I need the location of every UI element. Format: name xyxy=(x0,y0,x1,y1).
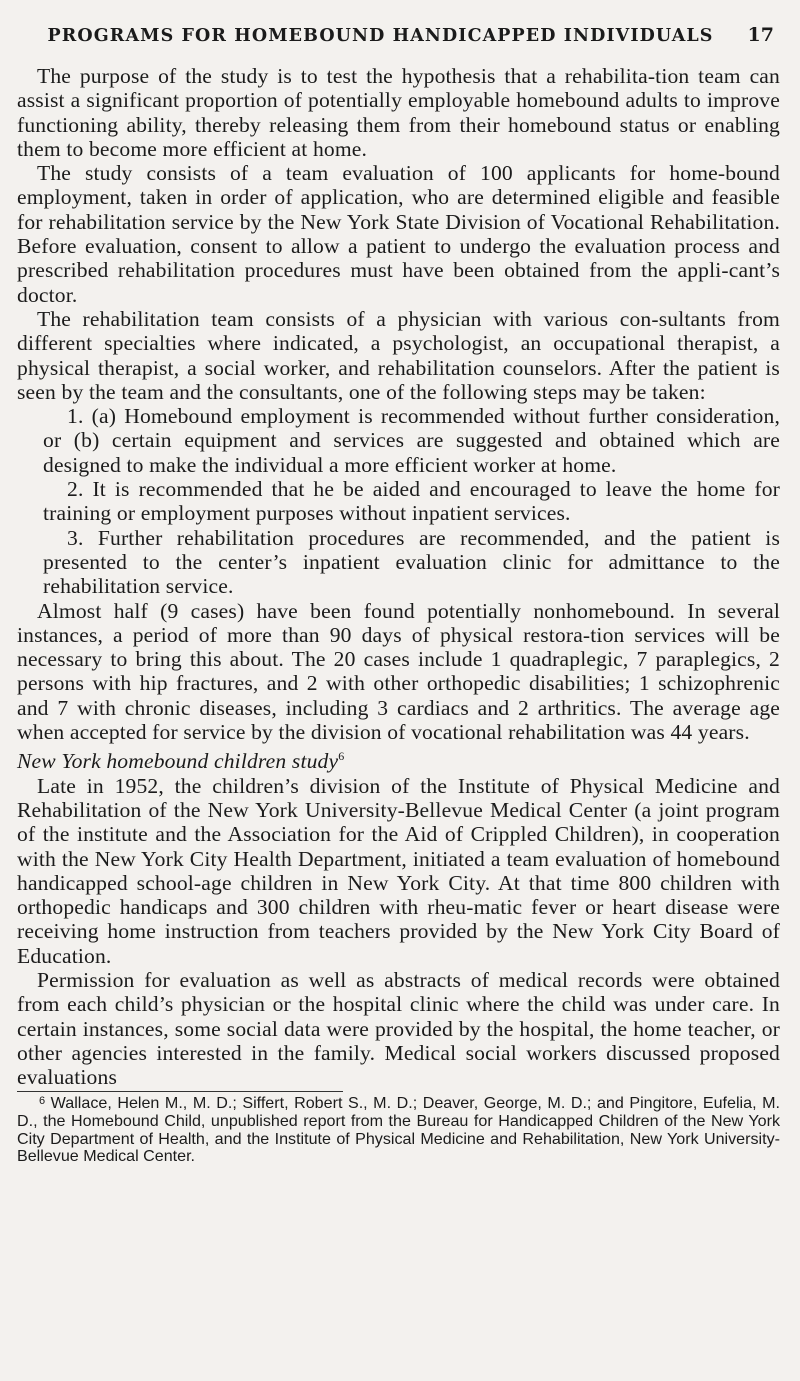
paragraph-study-design: The study consists of a team evaluation of 100 applicants for home-bound employment, taken in order of application, who are determined eligible and feasible for rehabilitation service by the New York State Division of Vocational Rehabilitation. Before evaluation, consent to allow a patient to undergo the evaluation process and prescribed rehabilitation procedures must have been obtained from the appli-cant’s doctor. xyxy=(17,161,780,307)
step-item-1: 1. (a) Homebound employment is recommended without further consideration, or (b) certain equipment and services are suggested and obtained which are designed to make the individual a more efficient worker at home. xyxy=(43,404,780,477)
footnote-rule xyxy=(17,1091,343,1092)
paragraph-team: The rehabilitation team consists of a physician with various con-sultants from different specialties where indicated, a psychologist, an occupational therapist, a physical therapist, a social worker, and rehabilitation counselors. After the patient is seen by the team and the consultants, one of the following steps may be taken: xyxy=(17,306,780,404)
body-text xyxy=(17,64,780,1089)
paragraph-purpose: The purpose of the study is to test the hypothesis that a rehabilita-tion team can assist a significant proportion of potentially employable homebound adults to improve functioning ability, thereby releasing them from their homebound status or enabling them to become more efficient at home. xyxy=(17,64,780,161)
step-item-3: 3. Further rehabilitation procedures are recommended, and the patient is presented to the center’s inpatient evaluation clinic for admittance to the rehabilitation service. xyxy=(43,525,780,599)
step-item-2: 2. It is recommended that he be aided and encouraged to leave the home for training or employment purposes without inpatient services. xyxy=(43,477,780,526)
paragraph-permission: Permission for evaluation as well as abstracts of medical records were obtained from each child’s physician or the hospital clinic where the child was under care. In certain instances, some social data were provided by the hospital, the home teacher, or other agencies interested in the family. Medical social workers discussed proposed evaluations xyxy=(17,967,780,1090)
paragraph-children-study: Late in 1952, the children’s division of the Institute of Physical Medicine and Rehabilitation of the New York University-Bellevue Medical Center (a joint program of the institute and the Association for the Aid of Crippled Children), in cooperation with the New York City Health Department, initiated a team evaluation of homebound handicapped school-age children in New York City. At that time 800 children with orthopedic handicaps and 300 children with rheu-matic fever or heart disease were receiving home instruction from teachers provided by the New York City Board of Education. xyxy=(17,773,780,968)
running-head-title: PROGRAMS FOR HOMEBOUND HANDICAPPED INDIVIDUALS xyxy=(47,26,714,46)
footnote-number: 6 xyxy=(39,1095,46,1108)
footnote-reference: 6 xyxy=(338,749,345,764)
paragraph-results: Almost half (9 cases) have been found potentially nonhomebound. In several instances, a period of more than 90 days of physical restora-tion services will be necessary to bring this about. The 20 cases include 1 quadraplegic, 7 paraplegics, 2 persons with hip fractures, and 2 with other orthopedic disabilities; 1 schizophrenic and 7 with chronic diseases, including 3 cardiacs and 2 arthritics. The average age when accepted for service by the division of vocational rehabilitation was 44 years. xyxy=(17,598,780,745)
section-heading-text: New York homebound children study xyxy=(17,749,339,774)
footnote xyxy=(17,1093,780,1165)
footnote-text: Wallace, Helen M., M. D.; Siffert, Robert S., M. D.; Deaver, George, M. D.; and Pingitore, Eufelia, M. D., the Homebound Child, unpublished report from the Bureau for Handicapped Children of the New York City Department of Health, and the Institute of Physical Medicine and Rehabilitation, New York University-Bellevue Medical Center. xyxy=(17,1094,780,1166)
running-head xyxy=(17,24,780,64)
section-heading xyxy=(17,744,780,773)
page-number: 17 xyxy=(747,24,774,46)
